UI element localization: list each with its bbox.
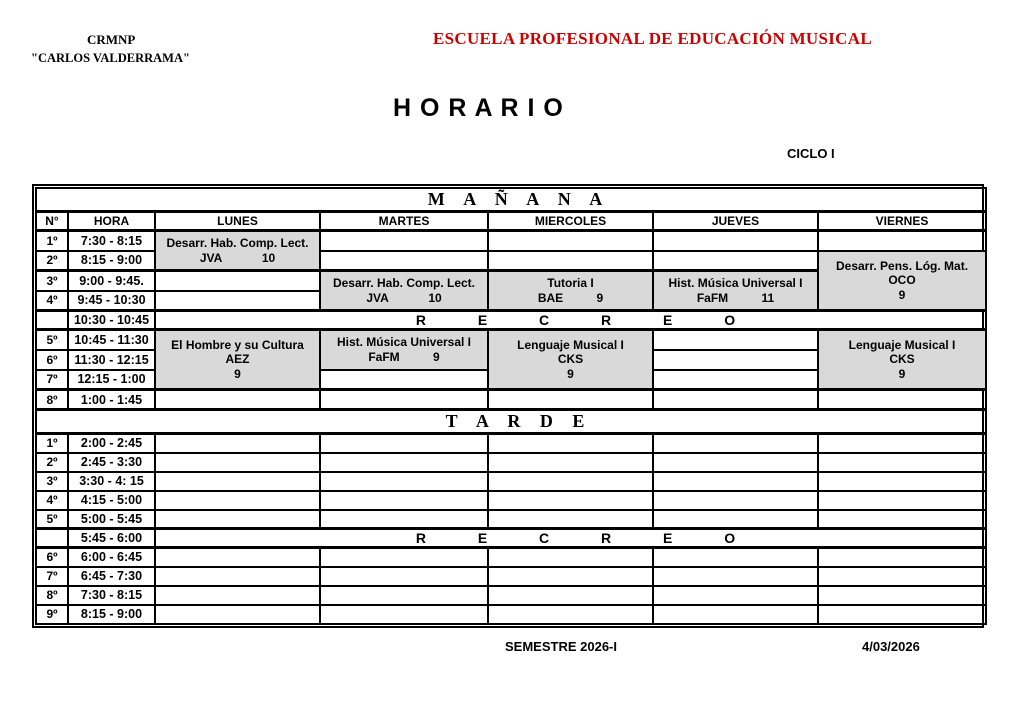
course-title: Tutoria I: [547, 276, 594, 290]
empty-cell: [653, 472, 818, 491]
period-number: 9º: [36, 605, 68, 624]
empty-cell: [653, 605, 818, 624]
morning-band-label: M A Ñ A N A: [36, 188, 986, 212]
time-range: 9:00 - 9:45.: [68, 271, 155, 291]
empty-cell: [320, 567, 488, 586]
empty-cell: [653, 434, 818, 453]
empty-cell: [155, 586, 320, 605]
time-range: 12:15 - 1:00: [68, 370, 155, 390]
course-title: Desarr. Pens. Lóg. Mat.: [835, 258, 969, 273]
empty-cell: [653, 548, 818, 567]
recreo-label: R E C R E O: [155, 529, 986, 548]
period-number: 1º: [36, 231, 68, 251]
period-number: 2º: [36, 251, 68, 271]
header-lunes: LUNES: [155, 212, 320, 231]
course-code-room: FaFM 11: [696, 290, 775, 305]
org-abbreviation: CRMNP: [87, 32, 136, 47]
course-title: El Hombre y su Cultura: [171, 337, 304, 352]
afternoon-row-1: [36, 434, 986, 453]
empty-cell: [155, 605, 320, 624]
date-label: 4/03/2026: [862, 639, 920, 654]
course-code-room: JVA 10: [366, 290, 442, 305]
time-range: 11:30 - 12:15: [68, 350, 155, 370]
schedule-table: [35, 187, 987, 625]
period-number: 5º: [36, 330, 68, 350]
afternoon-recreo-row: [36, 529, 986, 548]
org-name: "CARLOS VALDERRAMA": [31, 51, 190, 65]
time-range: 7:30 - 8:15: [68, 586, 155, 605]
empty-cell: [155, 390, 320, 410]
empty-cell: [488, 472, 653, 491]
empty-cell: [320, 390, 488, 410]
time-range: 6:00 - 6:45: [68, 548, 155, 567]
time-range: 7:30 - 8:15: [68, 231, 155, 251]
afternoon-row-2: [36, 453, 986, 472]
header-martes: MARTES: [320, 212, 488, 231]
course-title: Lenguaje Musical I: [517, 337, 624, 352]
semester-label: SEMESTRE 2026-I: [505, 639, 617, 654]
empty-cell: [320, 605, 488, 624]
course-cell-miercoles-3-4: [488, 271, 653, 311]
empty-cell: [155, 491, 320, 510]
period-number: 8º: [36, 586, 68, 605]
course-cell-martes-3-4: [320, 271, 488, 311]
course-title: Desarr. Hab. Comp. Lect.: [332, 276, 476, 290]
empty-cell: [488, 567, 653, 586]
empty-cell: [488, 548, 653, 567]
course-code: CKS: [557, 352, 584, 367]
afternoon-row-4: [36, 491, 986, 510]
num-cell-empty: [36, 529, 68, 548]
time-range: 8:15 - 9:00: [68, 251, 155, 271]
schedule-table-wrapper: [32, 184, 984, 628]
period-number: 2º: [36, 453, 68, 472]
page-title: H O R A R I O: [393, 94, 563, 122]
course-room: 9: [898, 366, 906, 381]
empty-cell: [818, 548, 986, 567]
empty-cell: [818, 231, 986, 251]
empty-cell: [320, 586, 488, 605]
course-cell-viernes-2-4: [818, 251, 986, 311]
school-title: ESCUELA PROFESIONAL DE EDUCACIÓN MUSICAL: [433, 29, 872, 48]
period-number: 3º: [36, 472, 68, 491]
header-jueves: JUEVES: [653, 212, 818, 231]
time-range: 2:00 - 2:45: [68, 434, 155, 453]
empty-cell: [818, 586, 986, 605]
course-room: 9: [567, 366, 574, 381]
empty-cell: [488, 390, 653, 410]
course-title: Hist. Música Universal I: [668, 276, 803, 290]
course-room: 9: [898, 287, 906, 302]
period-number: 1º: [36, 434, 68, 453]
course-code-room: FaFM 9: [368, 349, 440, 364]
header-viernes: VIERNES: [818, 212, 986, 231]
morning-recreo-row: [36, 311, 986, 330]
empty-cell: [653, 350, 818, 370]
course-code: AEZ: [225, 352, 250, 367]
empty-cell: [818, 472, 986, 491]
period-number: 4º: [36, 491, 68, 510]
empty-cell: [818, 453, 986, 472]
course-cell-miercoles-5-7: [488, 330, 653, 390]
empty-cell: [155, 434, 320, 453]
course-cell-lunes-5-7: [155, 330, 320, 390]
course-cell-lunes-1-2: [155, 231, 320, 271]
recreo-label: R E C R E O: [155, 311, 986, 330]
time-range: 6:45 - 7:30: [68, 567, 155, 586]
time-range: 8:15 - 9:00: [68, 605, 155, 624]
empty-cell: [320, 453, 488, 472]
morning-band-row: [36, 188, 986, 212]
period-number: 7º: [36, 370, 68, 390]
empty-cell: [653, 510, 818, 529]
empty-cell: [653, 586, 818, 605]
empty-cell: [155, 472, 320, 491]
time-range: 10:30 - 10:45: [68, 311, 155, 330]
period-number: 6º: [36, 350, 68, 370]
empty-cell: [653, 390, 818, 410]
afternoon-row-8: [36, 586, 986, 605]
empty-cell: [488, 231, 653, 251]
empty-cell: [653, 567, 818, 586]
empty-cell: [818, 510, 986, 529]
course-title: Hist. Música Universal I: [336, 335, 472, 350]
empty-cell: [818, 567, 986, 586]
course-cell-jueves-3-4: [653, 271, 818, 311]
empty-cell: [155, 510, 320, 529]
empty-cell: [320, 491, 488, 510]
period-number: 8º: [36, 390, 68, 410]
empty-cell: [653, 453, 818, 472]
empty-cell: [320, 231, 488, 251]
course-title: Lenguaje Musical I: [848, 337, 956, 352]
course-code: CKS: [889, 352, 915, 367]
empty-cell: [818, 390, 986, 410]
empty-cell: [155, 548, 320, 567]
period-number: 4º: [36, 291, 68, 311]
afternoon-row-9: [36, 605, 986, 624]
time-range: 5:00 - 5:45: [68, 510, 155, 529]
afternoon-band-label: T A R D E: [36, 410, 986, 434]
empty-cell: [488, 434, 653, 453]
time-range: 10:45 - 11:30: [68, 330, 155, 350]
course-room: 9: [234, 366, 241, 381]
empty-cell: [818, 605, 986, 624]
time-range: 3:30 - 4: 15: [68, 472, 155, 491]
empty-cell: [488, 251, 653, 271]
header-num: N°: [36, 212, 68, 231]
afternoon-row-6: [36, 548, 986, 567]
empty-cell: [653, 251, 818, 271]
empty-cell: [653, 231, 818, 251]
course-code: OCO: [888, 273, 916, 287]
empty-cell: [488, 605, 653, 624]
period-number: 5º: [36, 510, 68, 529]
empty-cell: [488, 510, 653, 529]
time-range: 2:45 - 3:30: [68, 453, 155, 472]
course-code-room: JVA 10: [199, 250, 276, 265]
cycle-label: CICLO I: [787, 146, 835, 161]
afternoon-row-3: [36, 472, 986, 491]
course-cell-viernes-5-7: [818, 330, 986, 390]
empty-cell: [320, 472, 488, 491]
morning-row-5: [36, 330, 986, 350]
empty-cell: [653, 491, 818, 510]
time-range: 5:45 - 6:00: [68, 529, 155, 548]
header-hora: HORA: [68, 212, 155, 231]
empty-cell: [488, 586, 653, 605]
header-row: [36, 212, 986, 231]
morning-row-8: [36, 390, 986, 410]
empty-cell: [155, 567, 320, 586]
time-range: 9:45 - 10:30: [68, 291, 155, 311]
num-cell-empty: [36, 311, 68, 330]
period-number: 3º: [36, 271, 68, 291]
empty-cell: [320, 434, 488, 453]
empty-cell: [818, 491, 986, 510]
header-miercoles: MIERCOLES: [488, 212, 653, 231]
empty-cell: [488, 453, 653, 472]
empty-cell: [818, 434, 986, 453]
empty-cell: [320, 548, 488, 567]
afternoon-row-7: [36, 567, 986, 586]
time-range: 4:15 - 5:00: [68, 491, 155, 510]
course-title: Desarr. Hab. Comp. Lect.: [166, 236, 309, 250]
empty-cell: [653, 370, 818, 390]
course-cell-martes-5-6: [320, 330, 488, 370]
afternoon-band-row: [36, 410, 986, 434]
empty-cell: [488, 491, 653, 510]
empty-cell: [320, 251, 488, 271]
empty-cell: [155, 291, 320, 311]
period-number: 6º: [36, 548, 68, 567]
empty-cell: [155, 271, 320, 291]
empty-cell: [155, 453, 320, 472]
empty-cell: [320, 370, 488, 390]
period-number: 7º: [36, 567, 68, 586]
afternoon-row-5: [36, 510, 986, 529]
empty-cell: [320, 510, 488, 529]
time-range: 1:00 - 1:45: [68, 390, 155, 410]
course-code-room: BAE 9: [537, 290, 604, 305]
morning-row-1: [36, 231, 986, 251]
empty-cell: [653, 330, 818, 350]
